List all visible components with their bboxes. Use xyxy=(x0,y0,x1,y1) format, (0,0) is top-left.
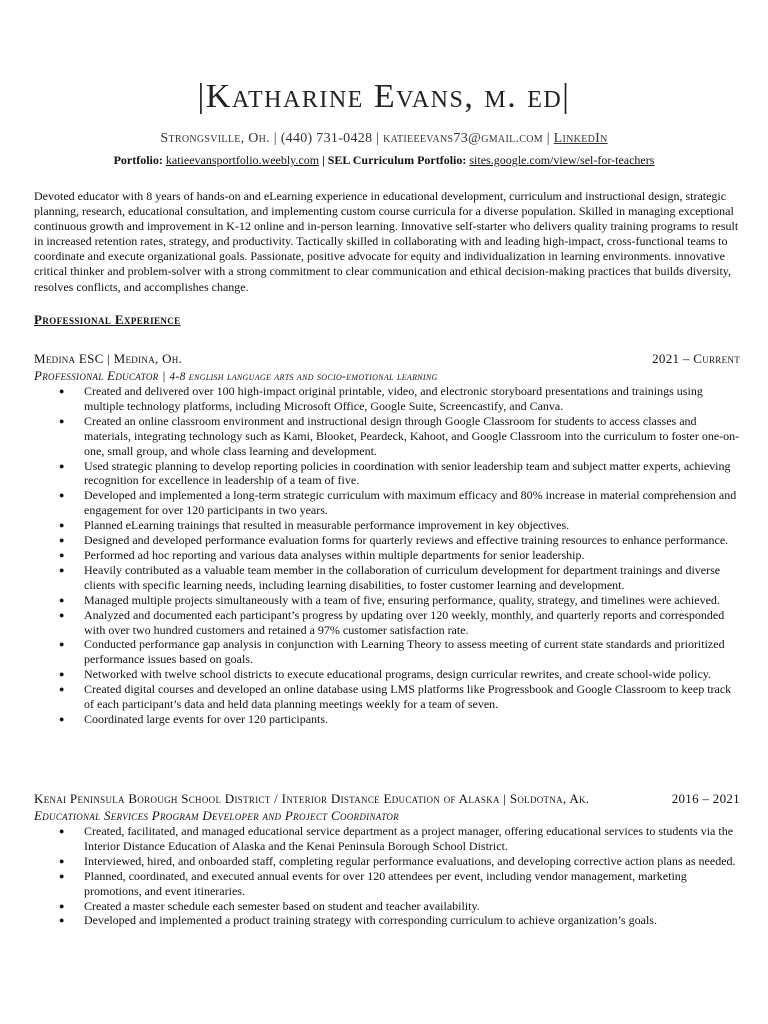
email-text[interactable]: katieeevans73@gmail.com xyxy=(383,131,543,146)
job-title-focus: 4-8 english language arts and socio-emotional learning xyxy=(169,371,438,383)
job-title-main: Professional Educator | xyxy=(34,368,170,383)
job-title-main: Educational Services Program Developer and Project Coordinator xyxy=(34,808,399,823)
job-organization: Medina ESC | Medina, Oh. xyxy=(34,351,183,366)
job-entry xyxy=(34,791,740,928)
location-text: Strongsville, Oh. xyxy=(160,131,270,146)
job-title xyxy=(34,808,740,824)
bullet-item: ● Created and delivered over 100 high-impact original printable, video, and electronic storyboard presentations and trainings using multiple technology platforms, including Microsoft Office, Google Suite, Screencastify, and Canva. xyxy=(84,384,740,414)
bullet-item: ● Developed and implemented a product training strategy with corresponding curriculum to achieve organization’s goals. xyxy=(84,913,740,928)
sel-portfolio-label: SEL Curriculum Portfolio: xyxy=(327,153,467,167)
job-entry xyxy=(34,351,740,727)
bullet-item: ● Planned eLearning trainings that resulted in measurable performance improvement in key objectives. xyxy=(84,518,740,533)
bullet-item: ● Managed multiple projects simultaneously with a team of five, ensuring performance, quality, strategy, and timelines were achieved. xyxy=(84,593,740,608)
bullet-item: ● Heavily contributed as a valuable team member in the collaboration of curriculum development for department trainings and diverse clients with specific learning needs, including learning disabilities, to foster customer learning and development. xyxy=(84,563,740,593)
bullet-item: ● Developed and implemented a long-term strategic curriculum with maximum efficacy and 80% increase in material comprehension and engagement for over 120 participants in two years. xyxy=(84,488,740,518)
separator: | xyxy=(322,153,328,167)
phone-text: (440) 731-0428 xyxy=(280,131,373,146)
portfolio-line xyxy=(0,153,768,168)
bullet-item: ● Designed and developed performance evaluation forms for quarterly reviews and effective training resources to enhance performance. xyxy=(84,533,740,548)
job-bullets xyxy=(34,824,740,928)
linkedin-link[interactable]: LinkedIn xyxy=(553,131,608,146)
job-header xyxy=(34,791,740,807)
bullet-item: ● Planned, coordinated, and executed annual events for over 120 attendees per event, including vendor management, marketing promotions, and event itineraries. xyxy=(84,869,740,899)
bullet-item: ● Created digital courses and developed an online database using LMS platforms like Progressbook and Google Classroom to keep track of each participant’s data and held data planning meetings weekly for a team of seven. xyxy=(84,682,740,712)
bullet-item: ● Created an online classroom environment and instructional design through Google Classroom for students to access classes and materials, integrating technology such as Kami, Blooket, Peardeck, Kahoot, and Google Classroom into the curriculum to foster one-on-one, small group, and whole class learning and development. xyxy=(84,414,740,459)
bullet-item: ● Analyzed and documented each participant’s progress by updating over 120 weekly, monthly, and quarterly reports and corresponded with over two hundred customers and retained a 97% customer satisfaction rate. xyxy=(84,608,740,638)
job-bullets xyxy=(34,384,740,727)
job-title xyxy=(34,368,740,384)
job-dates: 2021 – Current xyxy=(652,351,740,366)
sel-portfolio-link[interactable]: sites.google.com/view/sel-for-teachers xyxy=(469,153,655,167)
bullet-item: ● Coordinated large events for over 120 participants. xyxy=(84,712,740,727)
portfolio-label: Portfolio: xyxy=(113,153,163,167)
contact-line xyxy=(0,131,768,147)
job-organization: Kenai Peninsula Borough School District / Interior Distance Education of Alaska | Soldotna, Ak. xyxy=(34,791,590,806)
bullet-item: ● Created a master schedule each semester based on student and teacher availability. xyxy=(84,899,740,914)
bullet-item: ● Created, facilitated, and managed educational service department as a project manager, offering educational services to students via the Interior Distance Education of Alaska and the Kenai Peninsula Borough School District. xyxy=(84,824,740,854)
separator: | xyxy=(372,131,384,146)
bullet-item: ● Performed ad hoc reporting and various data analyses within multiple departments for senior leadership. xyxy=(84,548,740,563)
bullet-item: ● Interviewed, hired, and onboarded staff, completing regular performance evaluations, and developing corrective action plans as needed. xyxy=(84,854,740,869)
job-dates: 2016 – 2021 xyxy=(671,791,740,806)
separator: | xyxy=(269,131,281,146)
bullet-item: ● Conducted performance gap analysis in conjunction with Learning Theory to assess meeting of current state standards and prioritized performance issues based on goals. xyxy=(84,637,740,667)
summary-paragraph: Devoted educator with 8 years of hands-on and eLearning experience in educational development, curriculum and instructional design, strategic planning, research, educational consultation, and implementing custom course curricula for a diverse population. Skilled in managing exceptional continuous growth and improvement in K-12 online and in-person learning. Innovative self-starter who delivers quality training programs to result in increased retention rates, strategy, and productivity. Tactically skilled in collaborating with and leading high-impact, cross-functional teams to coordinate and execute organizational goals. Passionate, positive advocate for equity and individualization in learning environments. innovative critical thinker and problem-solver with a strong commitment to clear communication and ethical decision-making practices that builds diversity, resolves conflicts, and accomplishes change. xyxy=(34,189,739,294)
job-header xyxy=(34,351,740,367)
bullet-item: ● Used strategic planning to develop reporting policies in coordination with senior leadership team and subject matter experts, achieving recognition for excellence in leadership of a team of five. xyxy=(84,459,740,489)
separator: | xyxy=(542,131,554,146)
portfolio-link[interactable]: katieevansportfolio.weebly.com xyxy=(165,153,320,167)
section-title-experience: Professional Experience xyxy=(34,312,181,327)
bullet-item: ● Networked with twelve school districts to execute educational programs, design curricular rewrites, and create school-wide policy. xyxy=(84,667,740,682)
candidate-name: |Katharine Evans, m. ed| xyxy=(197,78,571,115)
